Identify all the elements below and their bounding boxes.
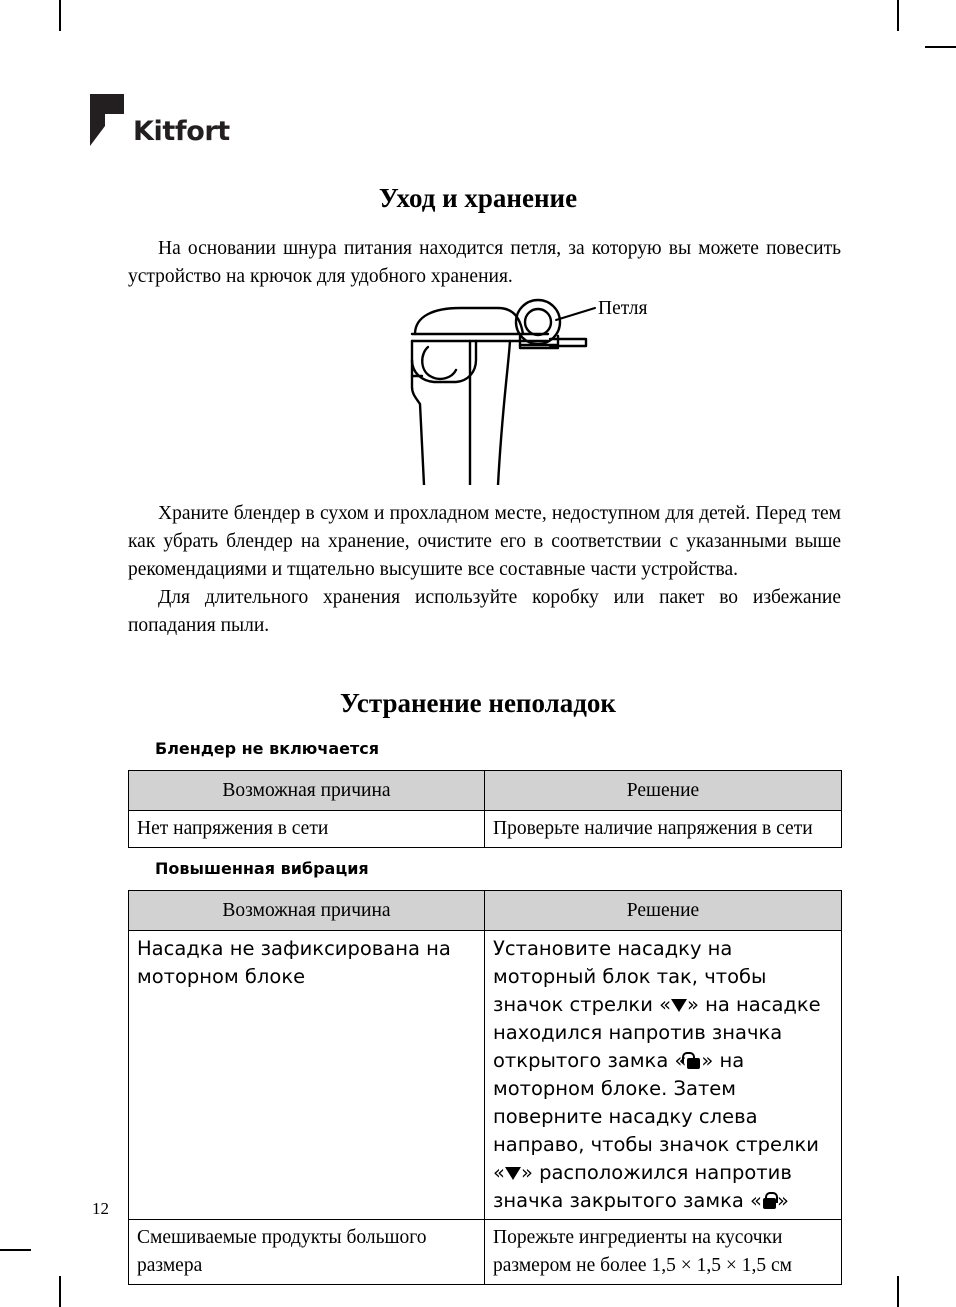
solution-text-part-1: Установите насадку на моторный блок так, чтобы значок стрелки « — [493, 937, 767, 1016]
table-subheading-power: Блендер не включается — [155, 739, 380, 758]
cell-cause: Нет напряжения в сети — [129, 811, 485, 848]
crop-mark-bottom-left-horizontal — [0, 1249, 31, 1251]
table-row — [129, 1220, 842, 1285]
lock-body — [763, 1198, 776, 1209]
table-subheading-vibration: Повышенная вибрация — [155, 859, 369, 878]
troubleshooting-table-power — [128, 770, 842, 848]
brand-logo — [88, 92, 230, 148]
solution-text-part-4: » расположился напротив значка закрытого замка « — [493, 1161, 792, 1212]
column-header-cause: Возможная причина — [129, 891, 485, 931]
cell-solution — [485, 931, 842, 1220]
crop-mark-bottom-right — [897, 1276, 899, 1307]
troubleshooting-table-vibration — [128, 890, 842, 1285]
closed-lock-icon — [762, 1192, 777, 1209]
column-header-solution: Решение — [485, 771, 842, 811]
column-header-solution: Решение — [485, 891, 842, 931]
care-paragraph-1-text: На основании шнура питания находится петля, за которую вы можете повесить устройство на крючок для удобного хранения. — [128, 238, 841, 287]
crop-mark-top-right-horizontal — [925, 46, 956, 48]
care-paragraph-2-text: Храните блендер в сухом и прохладном месте, недоступном для детей. Перед тем как убрать блендер на хранение, очистите его в соответствии с указанными выше рекомендациями и тщательно высушите все составные части устройства. — [128, 503, 841, 580]
crop-mark-top-left — [59, 0, 61, 31]
cell-cause: Насадка не зафиксирована на моторном блоке — [129, 931, 485, 1220]
brand-name: Kitfort — [133, 116, 230, 147]
solution-text-part-3: » на моторном блоке. Затем поверните насадку слева направо, чтобы значок стрелки « — [493, 1049, 819, 1184]
table-row — [129, 811, 842, 848]
solution-text-part-2: » на насадке находился напротив значка открытого замка « — [493, 993, 821, 1072]
care-paragraph-3-text: Для длительного хранения используйте коробку или пакет во избежание попадания пыли. — [128, 587, 841, 636]
lock-body — [687, 1058, 700, 1069]
column-header-cause: Возможная причина — [129, 771, 485, 811]
open-lock-icon — [686, 1052, 701, 1069]
section-heading-troubleshooting: Устранение неполадок — [340, 688, 616, 718]
cell-cause: Смешиваемые продукты большого размера — [129, 1220, 485, 1285]
figure-callout-label: Петля — [598, 298, 648, 319]
crop-mark-bottom-left — [59, 1276, 61, 1307]
arrow-down-icon — [505, 1167, 521, 1180]
care-paragraph-3 — [128, 584, 841, 640]
section-heading-care: Уход и хранение — [378, 183, 578, 213]
crop-mark-top-right — [897, 0, 899, 31]
kitfort-flag-mark-icon — [88, 92, 128, 148]
care-paragraph-1 — [128, 235, 841, 291]
page-number: 12 — [92, 1199, 109, 1218]
cell-solution: Порежьте ингредиенты на кусочки размером не более 1,5 × 1,5 × 1,5 см — [485, 1220, 842, 1285]
table-header-row — [129, 771, 842, 811]
solution-text-part-5: » — [776, 1189, 789, 1212]
cell-solution: Проверьте наличие напряжения в сети — [485, 811, 842, 848]
care-paragraph-2 — [128, 500, 841, 584]
table-header-row — [129, 891, 842, 931]
table-row — [129, 931, 842, 1220]
arrow-down-icon — [671, 999, 687, 1012]
